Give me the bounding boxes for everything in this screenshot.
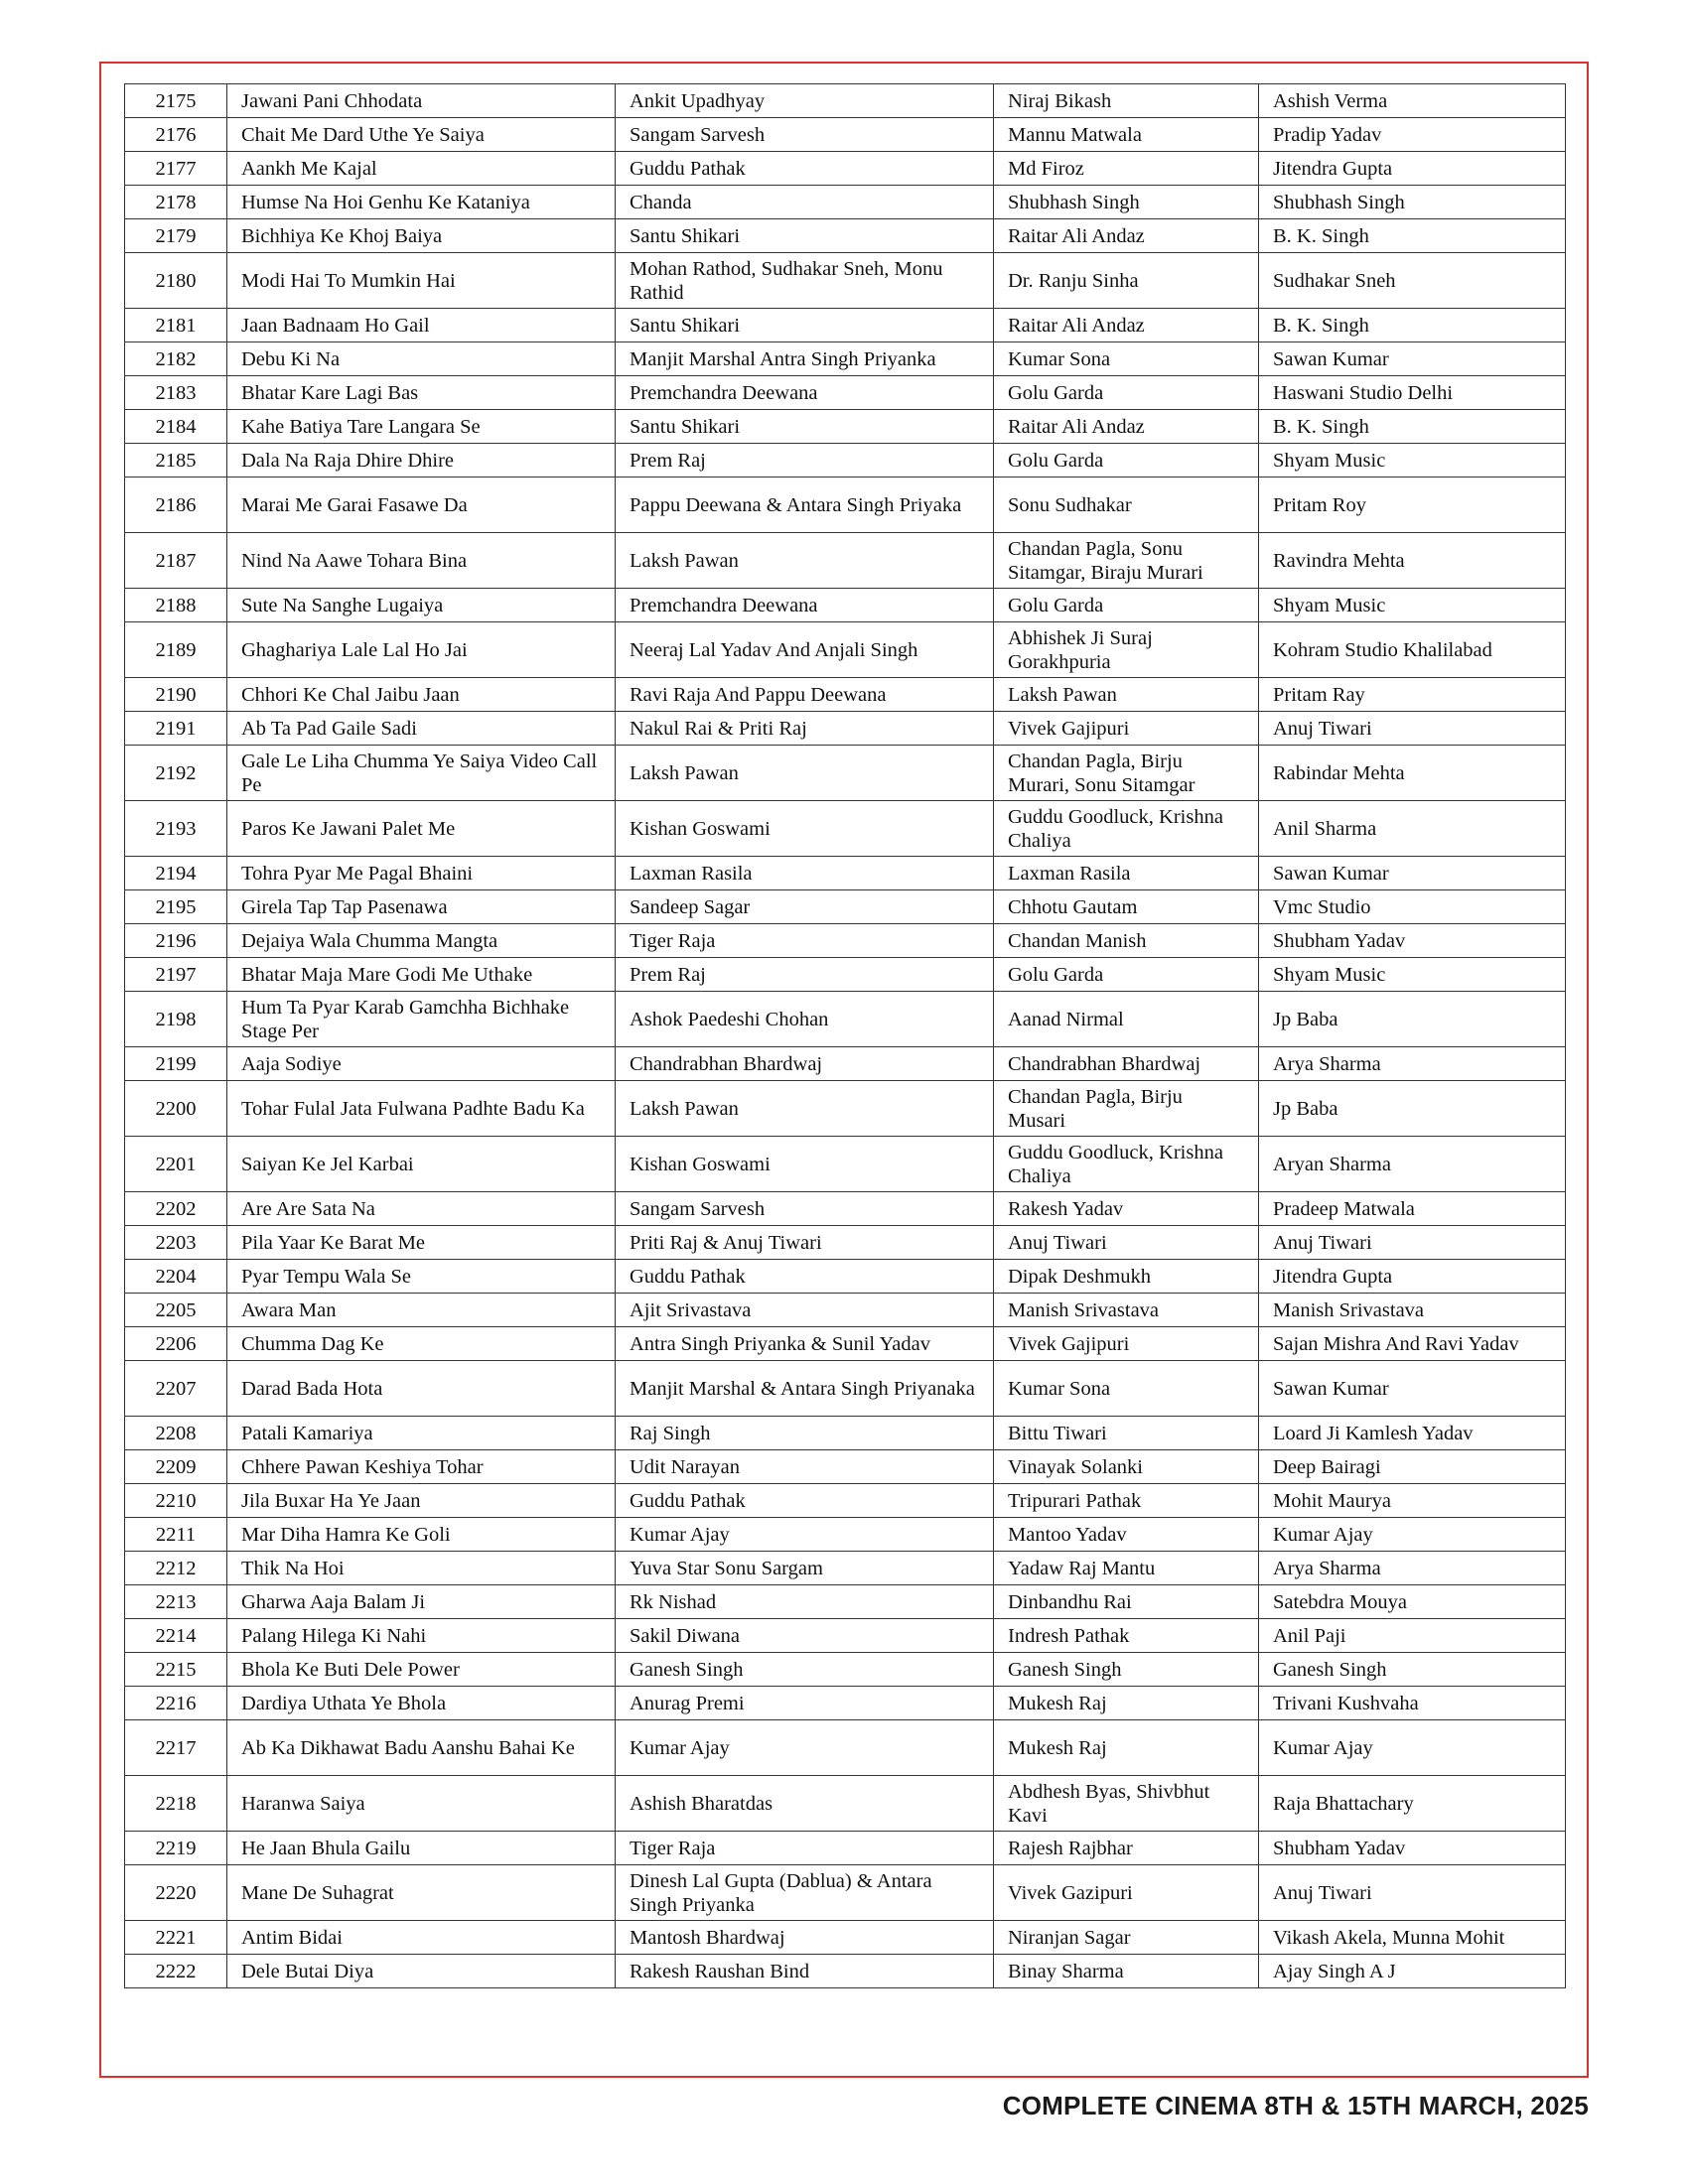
singer-cell: Kumar Ajay [616, 1518, 994, 1552]
table-row [125, 1720, 1566, 1776]
song-title-cell: Ab Ka Dikhawat Badu Aanshu Bahai Ke [227, 1720, 616, 1776]
table-row [125, 1865, 1566, 1921]
song-title-cell: Paros Ke Jawani Palet Me [227, 801, 616, 857]
serial-number-cell: 2187 [125, 533, 227, 589]
lyricist-cell: Md Firoz [994, 152, 1259, 186]
song-title-cell: Chhere Pawan Keshiya Tohar [227, 1450, 616, 1484]
singer-cell: Ganesh Singh [616, 1653, 994, 1687]
table-row [125, 890, 1566, 924]
singer-cell: Rakesh Raushan Bind [616, 1955, 994, 1988]
singer-cell: Kumar Ajay [616, 1720, 994, 1776]
table-row [125, 746, 1566, 801]
table-row [125, 309, 1566, 342]
serial-number-cell: 2212 [125, 1552, 227, 1585]
lyricist-cell: Chandrabhan Bhardwaj [994, 1047, 1259, 1081]
singer-cell: Anurag Premi [616, 1687, 994, 1720]
music-cell: Rabindar Mehta [1259, 746, 1566, 801]
music-cell: Vikash Akela, Munna Mohit [1259, 1921, 1566, 1955]
table-row [125, 84, 1566, 118]
lyricist-cell: Chandan Pagla, Birju Musari [994, 1081, 1259, 1137]
table-row [125, 924, 1566, 958]
serial-number-cell: 2199 [125, 1047, 227, 1081]
song-title-cell: Dele Butai Diya [227, 1955, 616, 1988]
serial-number-cell: 2201 [125, 1137, 227, 1192]
serial-number-cell: 2211 [125, 1518, 227, 1552]
lyricist-cell: Golu Garda [994, 444, 1259, 478]
music-cell: Sawan Kumar [1259, 857, 1566, 890]
lyricist-cell: Vivek Gazipuri [994, 1865, 1259, 1921]
table-row [125, 1484, 1566, 1518]
music-cell: Ravindra Mehta [1259, 533, 1566, 589]
lyricist-cell: Ganesh Singh [994, 1653, 1259, 1687]
song-title-cell: Darad Bada Hota [227, 1361, 616, 1417]
lyricist-cell: Kumar Sona [994, 342, 1259, 376]
music-cell: Pritam Ray [1259, 678, 1566, 712]
table-row [125, 1226, 1566, 1260]
song-title-cell: Mane De Suhagrat [227, 1865, 616, 1921]
music-cell: Kohram Studio Khalilabad [1259, 622, 1566, 678]
serial-number-cell: 2181 [125, 309, 227, 342]
song-title-cell: Chumma Dag Ke [227, 1327, 616, 1361]
song-registry-table [124, 83, 1566, 1988]
singer-cell: Raj Singh [616, 1417, 994, 1450]
table-row [125, 478, 1566, 533]
singer-cell: Mantosh Bhardwaj [616, 1921, 994, 1955]
music-cell: Jitendra Gupta [1259, 1260, 1566, 1294]
music-cell: Shubhash Singh [1259, 186, 1566, 219]
table-row [125, 1294, 1566, 1327]
singer-cell: Chandrabhan Bhardwaj [616, 1047, 994, 1081]
song-title-cell: Awara Man [227, 1294, 616, 1327]
lyricist-cell: Dipak Deshmukh [994, 1260, 1259, 1294]
music-cell: Jitendra Gupta [1259, 152, 1566, 186]
serial-number-cell: 2221 [125, 1921, 227, 1955]
song-title-cell: Debu Ki Na [227, 342, 616, 376]
singer-cell: Sangam Sarvesh [616, 118, 994, 152]
lyricist-cell: Indresh Pathak [994, 1619, 1259, 1653]
music-cell: Anuj Tiwari [1259, 712, 1566, 746]
music-cell: Manish Srivastava [1259, 1294, 1566, 1327]
song-title-cell: Haranwa Saiya [227, 1776, 616, 1832]
music-cell: Jp Baba [1259, 1081, 1566, 1137]
table-row [125, 1518, 1566, 1552]
lyricist-cell: Vinayak Solanki [994, 1450, 1259, 1484]
music-cell: Pradip Yadav [1259, 118, 1566, 152]
song-title-cell: Bichhiya Ke Khoj Baiya [227, 219, 616, 253]
music-cell: Sudhakar Sneh [1259, 253, 1566, 309]
song-title-cell: Dejaiya Wala Chumma Mangta [227, 924, 616, 958]
song-title-cell: Palang Hilega Ki Nahi [227, 1619, 616, 1653]
table-body [125, 84, 1566, 1988]
music-cell: Anuj Tiwari [1259, 1226, 1566, 1260]
music-cell: Kumar Ajay [1259, 1518, 1566, 1552]
music-cell: Sajan Mishra And Ravi Yadav [1259, 1327, 1566, 1361]
singer-cell: Chanda [616, 186, 994, 219]
singer-cell: Nakul Rai & Priti Raj [616, 712, 994, 746]
lyricist-cell: Golu Garda [994, 589, 1259, 622]
singer-cell: Laksh Pawan [616, 533, 994, 589]
table-row [125, 1047, 1566, 1081]
lyricist-cell: Abhishek Ji Suraj Gorakhpuria [994, 622, 1259, 678]
music-cell: Anil Paji [1259, 1619, 1566, 1653]
music-cell: Loard Ji Kamlesh Yadav [1259, 1417, 1566, 1450]
lyricist-cell: Tripurari Pathak [994, 1484, 1259, 1518]
serial-number-cell: 2213 [125, 1585, 227, 1619]
table-row [125, 1081, 1566, 1137]
lyricist-cell: Chandan Pagla, Birju Murari, Sonu Sitamgar [994, 746, 1259, 801]
music-cell: B. K. Singh [1259, 309, 1566, 342]
music-cell: Arya Sharma [1259, 1552, 1566, 1585]
table-row [125, 622, 1566, 678]
lyricist-cell: Mukesh Raj [994, 1720, 1259, 1776]
lyricist-cell: Dinbandhu Rai [994, 1585, 1259, 1619]
serial-number-cell: 2216 [125, 1687, 227, 1720]
serial-number-cell: 2206 [125, 1327, 227, 1361]
table-row [125, 992, 1566, 1047]
singer-cell: Manjit Marshal Antra Singh Priyanka [616, 342, 994, 376]
singer-cell: Antra Singh Priyanka & Sunil Yadav [616, 1327, 994, 1361]
music-cell: Trivani Kushvaha [1259, 1687, 1566, 1720]
song-title-cell: Girela Tap Tap Pasenawa [227, 890, 616, 924]
song-title-cell: Jaan Badnaam Ho Gail [227, 309, 616, 342]
lyricist-cell: Golu Garda [994, 376, 1259, 410]
lyricist-cell: Binay Sharma [994, 1955, 1259, 1988]
lyricist-cell: Sonu Sudhakar [994, 478, 1259, 533]
music-cell: Shubham Yadav [1259, 924, 1566, 958]
lyricist-cell: Vivek Gajipuri [994, 1327, 1259, 1361]
song-title-cell: Modi Hai To Mumkin Hai [227, 253, 616, 309]
singer-cell: Laxman Rasila [616, 857, 994, 890]
serial-number-cell: 2200 [125, 1081, 227, 1137]
lyricist-cell: Laxman Rasila [994, 857, 1259, 890]
singer-cell: Laksh Pawan [616, 1081, 994, 1137]
music-cell: Shyam Music [1259, 444, 1566, 478]
table-row [125, 1653, 1566, 1687]
lyricist-cell: Abdhesh Byas, Shivbhut Kavi [994, 1776, 1259, 1832]
serial-number-cell: 2215 [125, 1653, 227, 1687]
table-row [125, 1619, 1566, 1653]
serial-number-cell: 2175 [125, 84, 227, 118]
song-title-cell: Ghaghariya Lale Lal Ho Jai [227, 622, 616, 678]
serial-number-cell: 2218 [125, 1776, 227, 1832]
song-title-cell: Marai Me Garai Fasawe Da [227, 478, 616, 533]
lyricist-cell: Niraj Bikash [994, 84, 1259, 118]
song-title-cell: Saiyan Ke Jel Karbai [227, 1137, 616, 1192]
table-row [125, 533, 1566, 589]
lyricist-cell: Manish Srivastava [994, 1294, 1259, 1327]
singer-cell: Priti Raj & Anuj Tiwari [616, 1226, 994, 1260]
singer-cell: Santu Shikari [616, 309, 994, 342]
song-title-cell: Nind Na Aawe Tohara Bina [227, 533, 616, 589]
serial-number-cell: 2176 [125, 118, 227, 152]
singer-cell: Santu Shikari [616, 219, 994, 253]
singer-cell: Rk Nishad [616, 1585, 994, 1619]
lyricist-cell: Yadaw Raj Mantu [994, 1552, 1259, 1585]
singer-cell: Prem Raj [616, 958, 994, 992]
table-row [125, 1687, 1566, 1720]
music-cell: Ashish Verma [1259, 84, 1566, 118]
song-title-cell: Chait Me Dard Uthe Ye Saiya [227, 118, 616, 152]
music-cell: Mohit Maurya [1259, 1484, 1566, 1518]
lyricist-cell: Niranjan Sagar [994, 1921, 1259, 1955]
serial-number-cell: 2195 [125, 890, 227, 924]
serial-number-cell: 2202 [125, 1192, 227, 1226]
singer-cell: Premchandra Deewana [616, 589, 994, 622]
serial-number-cell: 2190 [125, 678, 227, 712]
singer-cell: Guddu Pathak [616, 1484, 994, 1518]
singer-cell: Ashish Bharatdas [616, 1776, 994, 1832]
serial-number-cell: 2204 [125, 1260, 227, 1294]
table-row [125, 376, 1566, 410]
song-title-cell: Antim Bidai [227, 1921, 616, 1955]
song-title-cell: Gharwa Aaja Balam Ji [227, 1585, 616, 1619]
music-cell: Jp Baba [1259, 992, 1566, 1047]
song-title-cell: Bhatar Kare Lagi Bas [227, 376, 616, 410]
serial-number-cell: 2186 [125, 478, 227, 533]
lyricist-cell: Guddu Goodluck, Krishna Chaliya [994, 1137, 1259, 1192]
music-cell: Pradeep Matwala [1259, 1192, 1566, 1226]
table-row [125, 1450, 1566, 1484]
singer-cell: Mohan Rathod, Sudhakar Sneh, Monu Rathid [616, 253, 994, 309]
song-title-cell: Mar Diha Hamra Ke Goli [227, 1518, 616, 1552]
table-row [125, 712, 1566, 746]
table-row [125, 1137, 1566, 1192]
song-title-cell: Pila Yaar Ke Barat Me [227, 1226, 616, 1260]
music-cell: Shyam Music [1259, 589, 1566, 622]
song-title-cell: Patali Kamariya [227, 1417, 616, 1450]
singer-cell: Pappu Deewana & Antara Singh Priyaka [616, 478, 994, 533]
table-row [125, 1361, 1566, 1417]
table-row [125, 958, 1566, 992]
lyricist-cell: Mantoo Yadav [994, 1518, 1259, 1552]
singer-cell: Guddu Pathak [616, 152, 994, 186]
music-cell: Aryan Sharma [1259, 1137, 1566, 1192]
serial-number-cell: 2208 [125, 1417, 227, 1450]
song-title-cell: Gale Le Liha Chumma Ye Saiya Video Call Pe [227, 746, 616, 801]
lyricist-cell: Kumar Sona [994, 1361, 1259, 1417]
table-row [125, 118, 1566, 152]
music-cell: Sawan Kumar [1259, 1361, 1566, 1417]
lyricist-cell: Raitar Ali Andaz [994, 410, 1259, 444]
singer-cell: Tiger Raja [616, 924, 994, 958]
serial-number-cell: 2220 [125, 1865, 227, 1921]
song-title-cell: Humse Na Hoi Genhu Ke Kataniya [227, 186, 616, 219]
singer-cell: Ashok Paedeshi Chohan [616, 992, 994, 1047]
table-row [125, 1955, 1566, 1988]
song-title-cell: Tohar Fulal Jata Fulwana Padhte Badu Ka [227, 1081, 616, 1137]
lyricist-cell: Raitar Ali Andaz [994, 219, 1259, 253]
singer-cell: Udit Narayan [616, 1450, 994, 1484]
table-row [125, 1921, 1566, 1955]
song-title-cell: Chhori Ke Chal Jaibu Jaan [227, 678, 616, 712]
singer-cell: Laksh Pawan [616, 746, 994, 801]
singer-cell: Premchandra Deewana [616, 376, 994, 410]
song-title-cell: Kahe Batiya Tare Langara Se [227, 410, 616, 444]
table-row [125, 678, 1566, 712]
music-cell: Arya Sharma [1259, 1047, 1566, 1081]
music-cell: Haswani Studio Delhi [1259, 376, 1566, 410]
music-cell: Kumar Ajay [1259, 1720, 1566, 1776]
serial-number-cell: 2196 [125, 924, 227, 958]
table-row [125, 801, 1566, 857]
serial-number-cell: 2207 [125, 1361, 227, 1417]
singer-cell: Neeraj Lal Yadav And Anjali Singh [616, 622, 994, 678]
lyricist-cell: Mannu Matwala [994, 118, 1259, 152]
serial-number-cell: 2205 [125, 1294, 227, 1327]
music-cell: Anuj Tiwari [1259, 1865, 1566, 1921]
serial-number-cell: 2184 [125, 410, 227, 444]
music-cell: B. K. Singh [1259, 219, 1566, 253]
lyricist-cell: Golu Garda [994, 958, 1259, 992]
serial-number-cell: 2185 [125, 444, 227, 478]
serial-number-cell: 2219 [125, 1832, 227, 1865]
singer-cell: Kishan Goswami [616, 801, 994, 857]
lyricist-cell: Bittu Tiwari [994, 1417, 1259, 1450]
song-title-cell: Pyar Tempu Wala Se [227, 1260, 616, 1294]
lyricist-cell: Vivek Gajipuri [994, 712, 1259, 746]
table-row [125, 219, 1566, 253]
song-title-cell: Dardiya Uthata Ye Bhola [227, 1687, 616, 1720]
table-row [125, 1192, 1566, 1226]
serial-number-cell: 2209 [125, 1450, 227, 1484]
music-cell: Ganesh Singh [1259, 1653, 1566, 1687]
singer-cell: Manjit Marshal & Antara Singh Priyanaka [616, 1361, 994, 1417]
singer-cell: Yuva Star Sonu Sargam [616, 1552, 994, 1585]
singer-cell: Sangam Sarvesh [616, 1192, 994, 1226]
music-cell: Deep Bairagi [1259, 1450, 1566, 1484]
table-row [125, 342, 1566, 376]
music-cell: Sawan Kumar [1259, 342, 1566, 376]
serial-number-cell: 2177 [125, 152, 227, 186]
serial-number-cell: 2182 [125, 342, 227, 376]
song-title-cell: Jawani Pani Chhodata [227, 84, 616, 118]
song-title-cell: Dala Na Raja Dhire Dhire [227, 444, 616, 478]
table-row [125, 589, 1566, 622]
table-row [125, 444, 1566, 478]
table-row [125, 1417, 1566, 1450]
song-title-cell: Hum Ta Pyar Karab Gamchha Bichhake Stage Per [227, 992, 616, 1047]
serial-number-cell: 2179 [125, 219, 227, 253]
lyricist-cell: Chhotu Gautam [994, 890, 1259, 924]
lyricist-cell: Anuj Tiwari [994, 1226, 1259, 1260]
serial-number-cell: 2188 [125, 589, 227, 622]
table-row [125, 410, 1566, 444]
serial-number-cell: 2193 [125, 801, 227, 857]
song-title-cell: Tohra Pyar Me Pagal Bhaini [227, 857, 616, 890]
music-cell: Shubham Yadav [1259, 1832, 1566, 1865]
lyricist-cell: Mukesh Raj [994, 1687, 1259, 1720]
table-row [125, 1327, 1566, 1361]
lyricist-cell: Laksh Pawan [994, 678, 1259, 712]
song-title-cell: Aankh Me Kajal [227, 152, 616, 186]
serial-number-cell: 2210 [125, 1484, 227, 1518]
music-cell: Ajay Singh A J [1259, 1955, 1566, 1988]
serial-number-cell: 2203 [125, 1226, 227, 1260]
song-title-cell: Are Are Sata Na [227, 1192, 616, 1226]
song-title-cell: Bhatar Maja Mare Godi Me Uthake [227, 958, 616, 992]
table-row [125, 1832, 1566, 1865]
serial-number-cell: 2178 [125, 186, 227, 219]
lyricist-cell: Chandan Manish [994, 924, 1259, 958]
lyricist-cell: Rajesh Rajbhar [994, 1832, 1259, 1865]
serial-number-cell: 2180 [125, 253, 227, 309]
serial-number-cell: 2198 [125, 992, 227, 1047]
song-title-cell: Sute Na Sanghe Lugaiya [227, 589, 616, 622]
table-row [125, 1585, 1566, 1619]
serial-number-cell: 2214 [125, 1619, 227, 1653]
singer-cell: Sakil Diwana [616, 1619, 994, 1653]
lyricist-cell: Aanad Nirmal [994, 992, 1259, 1047]
music-cell: Shyam Music [1259, 958, 1566, 992]
lyricist-cell: Raitar Ali Andaz [994, 309, 1259, 342]
song-title-cell: Jila Buxar Ha Ye Jaan [227, 1484, 616, 1518]
song-title-cell: Thik Na Hoi [227, 1552, 616, 1585]
lyricist-cell: Dr. Ranju Sinha [994, 253, 1259, 309]
publication-footer: COMPLETE CINEMA 8TH & 15TH MARCH, 2025 [1002, 2091, 1589, 2120]
serial-number-cell: 2194 [125, 857, 227, 890]
lyricist-cell: Rakesh Yadav [994, 1192, 1259, 1226]
singer-cell: Ankit Upadhyay [616, 84, 994, 118]
singer-cell: Ajit Srivastava [616, 1294, 994, 1327]
singer-cell: Tiger Raja [616, 1832, 994, 1865]
lyricist-cell: Shubhash Singh [994, 186, 1259, 219]
serial-number-cell: 2222 [125, 1955, 227, 1988]
music-cell: Pritam Roy [1259, 478, 1566, 533]
serial-number-cell: 2183 [125, 376, 227, 410]
music-cell: Anil Sharma [1259, 801, 1566, 857]
singer-cell: Kishan Goswami [616, 1137, 994, 1192]
music-cell: B. K. Singh [1259, 410, 1566, 444]
song-title-cell: Ab Ta Pad Gaile Sadi [227, 712, 616, 746]
serial-number-cell: 2189 [125, 622, 227, 678]
lyricist-cell: Guddu Goodluck, Krishna Chaliya [994, 801, 1259, 857]
music-cell: Raja Bhattachary [1259, 1776, 1566, 1832]
table-row [125, 857, 1566, 890]
singer-cell: Santu Shikari [616, 410, 994, 444]
serial-number-cell: 2192 [125, 746, 227, 801]
table-row [125, 1260, 1566, 1294]
music-cell: Vmc Studio [1259, 890, 1566, 924]
serial-number-cell: 2191 [125, 712, 227, 746]
serial-number-cell: 2217 [125, 1720, 227, 1776]
table-row [125, 152, 1566, 186]
song-title-cell: He Jaan Bhula Gailu [227, 1832, 616, 1865]
table-row [125, 186, 1566, 219]
song-title-cell: Aaja Sodiye [227, 1047, 616, 1081]
song-title-cell: Bhola Ke Buti Dele Power [227, 1653, 616, 1687]
serial-number-cell: 2197 [125, 958, 227, 992]
music-cell: Satebdra Mouya [1259, 1585, 1566, 1619]
table-row [125, 1776, 1566, 1832]
lyricist-cell: Chandan Pagla, Sonu Sitamgar, Biraju Murari [994, 533, 1259, 589]
table-row [125, 1552, 1566, 1585]
singer-cell: Sandeep Sagar [616, 890, 994, 924]
singer-cell: Guddu Pathak [616, 1260, 994, 1294]
singer-cell: Dinesh Lal Gupta (Dablua) & Antara Singh Priyanka [616, 1865, 994, 1921]
table-row [125, 253, 1566, 309]
singer-cell: Ravi Raja And Pappu Deewana [616, 678, 994, 712]
singer-cell: Prem Raj [616, 444, 994, 478]
